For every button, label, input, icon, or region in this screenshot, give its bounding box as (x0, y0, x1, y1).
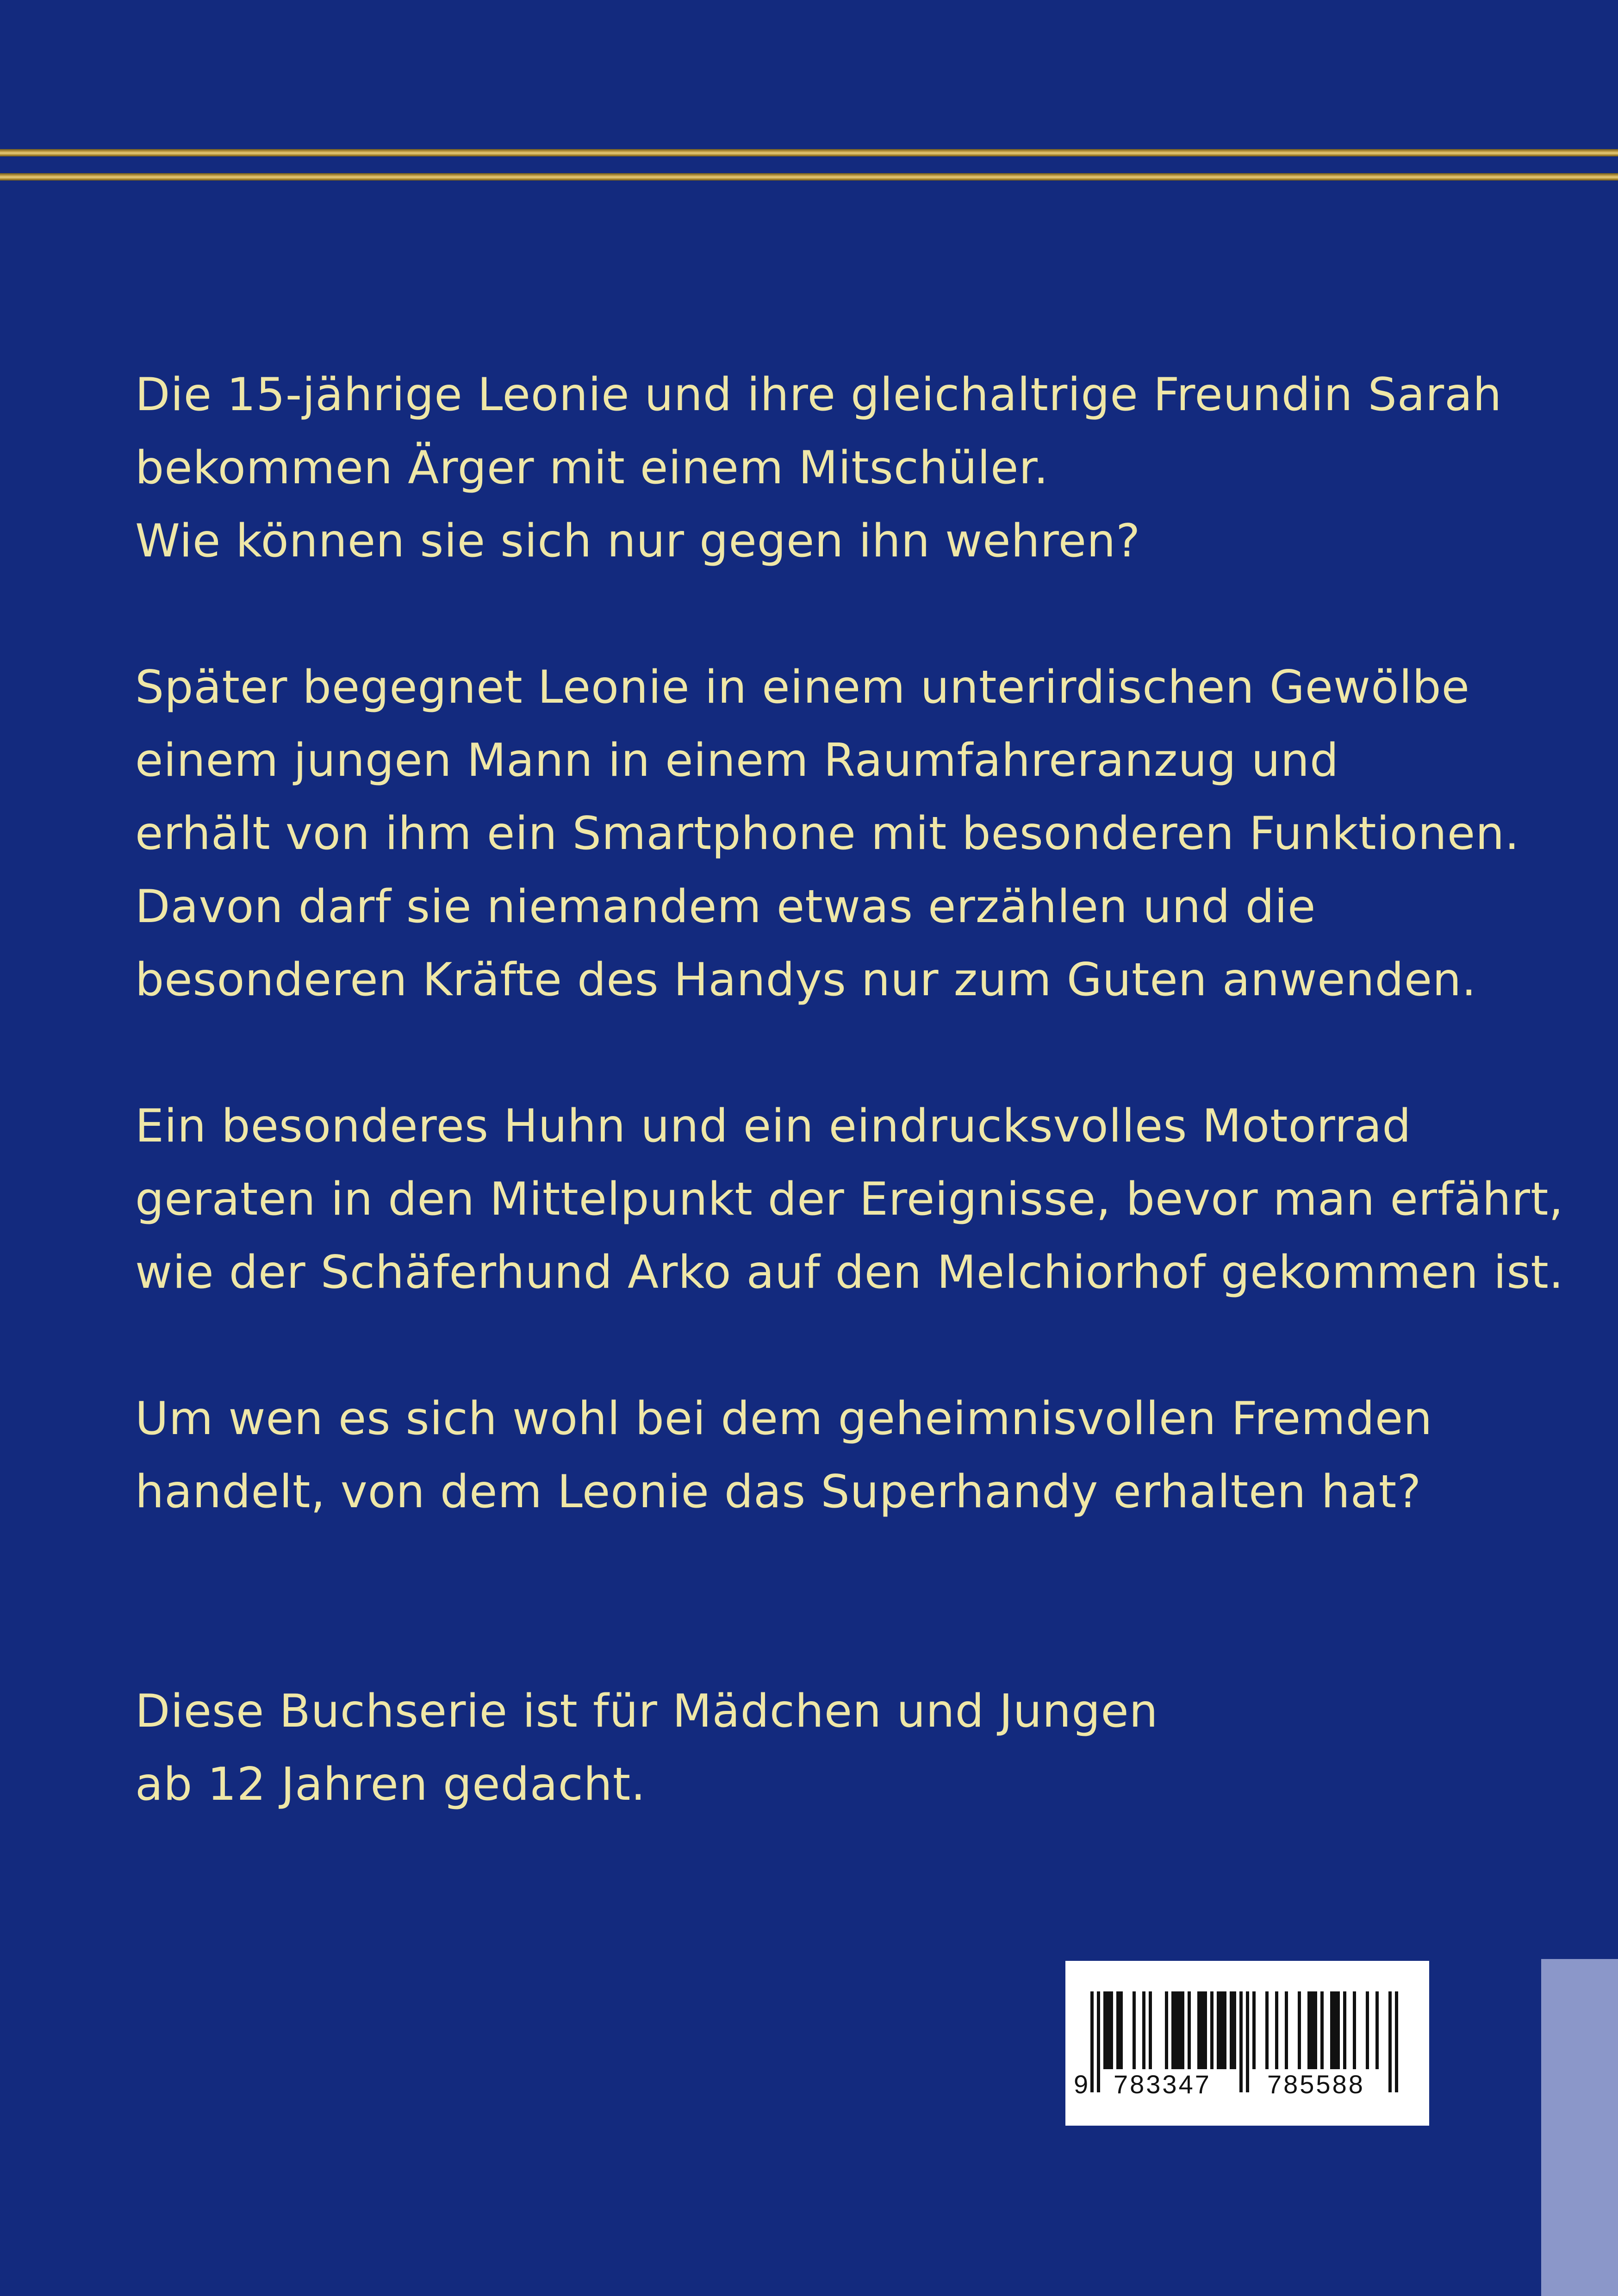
blurb-line: handelt, von dem Leonie das Superhandy erhalten hat? (135, 1466, 1422, 1518)
barcode-bar (1120, 1991, 1123, 2069)
barcode-bar (1285, 1991, 1288, 2069)
barcode-guard-bar (1239, 1991, 1243, 2092)
barcode-bar (1265, 1991, 1269, 2069)
blurb-line: Die 15-jährige Leonie und ihre gleichaltrige Freundin Sarah (135, 368, 1502, 421)
blurb-paragraph-1 (135, 358, 1570, 578)
barcode-bar (1220, 1991, 1223, 2069)
barcode-bar (1314, 1991, 1317, 2069)
barcode-guard-bar (1395, 1991, 1398, 2092)
barcode-right-group: 785588 (1267, 2070, 1365, 2099)
gold-stripe-bottom (0, 173, 1618, 181)
barcode-bar (1337, 1991, 1340, 2069)
barcode-bar (1142, 1991, 1145, 2069)
barcode-bar (1330, 1991, 1333, 2069)
barcode-left-group: 783347 (1114, 2070, 1211, 2099)
blurb-line: einem jungen Mann in einem Raumfahreranzug und (135, 734, 1339, 787)
blurb-paragraph-4 (135, 1382, 1570, 1529)
spine-color-strip (1541, 1959, 1618, 2296)
barcode-first-digit: 9 (1074, 2070, 1089, 2099)
barcode-bar (1307, 1991, 1311, 2069)
isbn-barcode (1065, 1961, 1429, 2126)
barcode-bar (1181, 1991, 1184, 2069)
barcode-bar (1233, 1991, 1236, 2069)
barcode-bars (1065, 1961, 1429, 2126)
barcode-bar (1107, 1991, 1110, 2069)
barcode-bar (1333, 1991, 1337, 2069)
barcode-bar (1165, 1991, 1168, 2069)
blurb-line: Später begegnet Leonie in einem unterirdischen Gewölbe (135, 661, 1470, 714)
barcode-bar (1210, 1991, 1214, 2069)
barcode-guard-bar (1246, 1991, 1249, 2092)
barcode-bar (1116, 1991, 1120, 2069)
barcode-bar (1197, 1991, 1201, 2069)
barcode-bar (1230, 1991, 1233, 2069)
barcode-bar (1133, 1991, 1136, 2069)
barcode-bar (1311, 1991, 1314, 2069)
barcode-bar (1217, 1991, 1220, 2069)
barcode-bar (1110, 1991, 1113, 2069)
barcode-bar (1188, 1991, 1191, 2069)
barcode-bar (1298, 1991, 1301, 2069)
gold-stripe-top (0, 149, 1618, 156)
barcode-guard-bar (1388, 1991, 1392, 2092)
barcode-bar (1201, 1991, 1204, 2069)
barcode-bar (1320, 1991, 1324, 2069)
blurb-line: besonderen Kräfte des Handys nur zum Guten anwenden. (135, 954, 1477, 1006)
barcode-bar (1171, 1991, 1175, 2069)
blurb-paragraph-3 (135, 1090, 1570, 1309)
blurb-line: geraten in den Mittelpunkt der Ereignisse, bevor man erfährt, (135, 1173, 1564, 1226)
barcode-guard-bar (1090, 1991, 1094, 2092)
blurb-line: wie der Schäferhund Arko auf den Melchiorhof gekommen ist. (135, 1246, 1564, 1299)
barcode-bar (1275, 1991, 1278, 2069)
blurb-line: Diese Buchserie ist für Mädchen und Jungen (135, 1685, 1158, 1738)
barcode-bar (1366, 1991, 1369, 2069)
blurb-line: erhält von ihm ein Smartphone mit besonderen Funktionen. (135, 807, 1520, 860)
barcode-bar (1375, 1991, 1379, 2069)
barcode-bar (1343, 1991, 1346, 2069)
blurb-line: bekommen Ärger mit einem Mitschüler. (135, 442, 1049, 494)
barcode-bar (1178, 1991, 1181, 2069)
barcode-bar (1103, 1991, 1107, 2069)
blurb-line: Ein besonderes Huhn und ein eindrucksvolles Motorrad (135, 1100, 1412, 1153)
blurb-paragraph-2 (135, 651, 1570, 1017)
blurb-line: ab 12 Jahren gedacht. (135, 1758, 646, 1811)
barcode-bar (1353, 1991, 1356, 2069)
back-cover-blurb (135, 358, 1570, 1821)
barcode-bar (1223, 1991, 1226, 2069)
barcode-bar (1175, 1991, 1178, 2069)
barcode-bar (1204, 1991, 1207, 2069)
barcode-guard-bar (1097, 1991, 1100, 2092)
age-recommendation (135, 1675, 1570, 1821)
barcode-bar (1149, 1991, 1152, 2069)
barcode-bar (1252, 1991, 1256, 2069)
blurb-line: Um wen es sich wohl bei dem geheimnisvollen Fremden (135, 1392, 1433, 1445)
blurb-line: Davon darf sie niemandem etwas erzählen und die (135, 880, 1316, 933)
blurb-line: Wie können sie sich nur gegen ihn wehren? (135, 515, 1141, 568)
